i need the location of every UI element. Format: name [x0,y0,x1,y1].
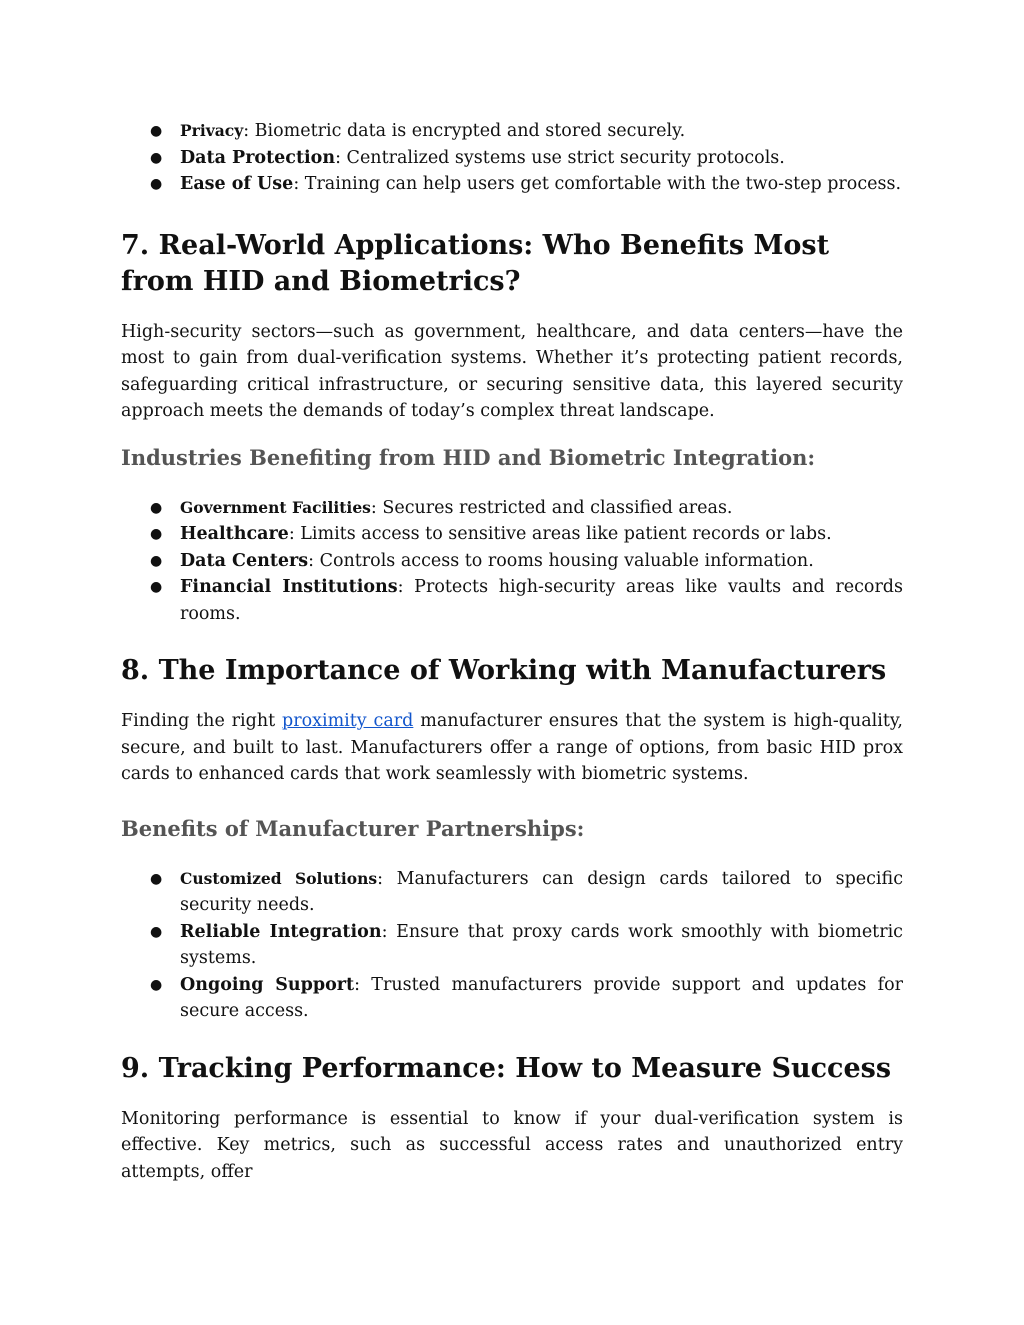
bullet-icon: ● [150,579,163,595]
list-item [121,145,903,172]
list-item [121,919,903,972]
bullet-icon: ● [150,552,163,569]
section9-heading: 9. Tracking Performance: How to Measure Success [121,1052,892,1084]
bullet-icon: ● [150,976,163,993]
bullet-icon: ● [150,870,163,887]
section9-paragraph: Monitoring performance is essential to know if your dual-verification system is effective. Key metrics, such as successful access rates and unauthorized entry attempts, offer [121,1108,903,1182]
list-item [121,118,903,145]
list-item-term: Customized Solutions [180,868,378,888]
section7-subheading: Industries Benefiting from HID and Biometric Integration: [121,444,816,470]
list-item-term: Data Centers [180,550,309,571]
paragraph-text: manufacturer ensures that the system is high-quality, secure, and built to last. Manufacturers offer a range of options, from basic HID prox cards to enhanced cards that work seamlessly with biometric systems. [121,711,903,784]
bullet-icon: ● [150,149,163,166]
benefits-bullet-list [121,866,903,1025]
section8-heading: 8. The Importance of Working with Manufacturers [121,655,887,686]
list-item-term: Data Protection [180,147,336,168]
list-item-term: Government Facilities [180,497,371,517]
list-item [121,866,903,919]
list-item-text: : Secures restricted and classified areas. [370,497,733,518]
industries-bullet-list [121,495,903,628]
list-item [121,972,903,1025]
top-bullet-list [121,118,903,198]
bullet-icon: ● [150,923,163,940]
list-item-text: : Protects high-security areas like vaults and records rooms. [180,577,903,624]
list-item-text: : Centralized systems use strict security protocols. [335,147,785,168]
list-item-term: Ongoing Support [180,974,355,995]
list-item-term: Financial Institutions [180,577,398,597]
bullet-icon: ● [150,499,163,516]
bullet-icon: ● [150,176,163,192]
list-item-term: Ease of Use [180,174,294,194]
list-item [121,521,903,548]
list-item-text: : Limits access to sensitive areas like patient records or labs. [288,524,832,544]
list-item [121,548,903,575]
list-item-text: : Ensure that proxy cards work smoothly with biometric systems. [180,921,903,968]
list-item-text: : Biometric data is encrypted and stored securely. [243,121,686,141]
list-item [121,495,903,522]
list-item-term: Privacy [180,121,244,140]
list-item [121,574,903,627]
list-item-term: Reliable Integration [180,921,382,942]
bullet-icon: ● [150,526,163,542]
list-item-term: Healthcare [180,524,289,544]
section7-heading: 7. Real-World Applications: Who Benefits Most from HID and Biometrics? [121,229,830,297]
list-item-text: : Training can help users get comfortable with the two-step process. [293,174,902,194]
section8-paragraph [121,708,903,788]
proximity-card-link[interactable]: proximity card [282,711,414,731]
list-item-text: : Manufacturers can design cards tailored to specific security needs. [180,868,903,915]
bullet-icon: ● [150,123,163,139]
paragraph-text: Finding the right [121,711,282,731]
list-item-text: : Trusted manufacturers provide support and updates for secure access. [180,974,903,1021]
section7-paragraph: High-security sectors—such as government, healthcare, and data centers—have the most to gain from dual-verification systems. Whether it’s protecting patient records, safeguarding critical infrastructure, or securing sensitive data, this layered security approach meets the demands of today’s complex threat landscape. [121,321,903,421]
list-item [121,171,903,198]
document-page [121,118,903,1185]
list-item-text: : Controls access to rooms housing valuable information. [308,550,814,571]
section8-subheading: Benefits of Manufacturer Partnerships: [121,815,585,841]
